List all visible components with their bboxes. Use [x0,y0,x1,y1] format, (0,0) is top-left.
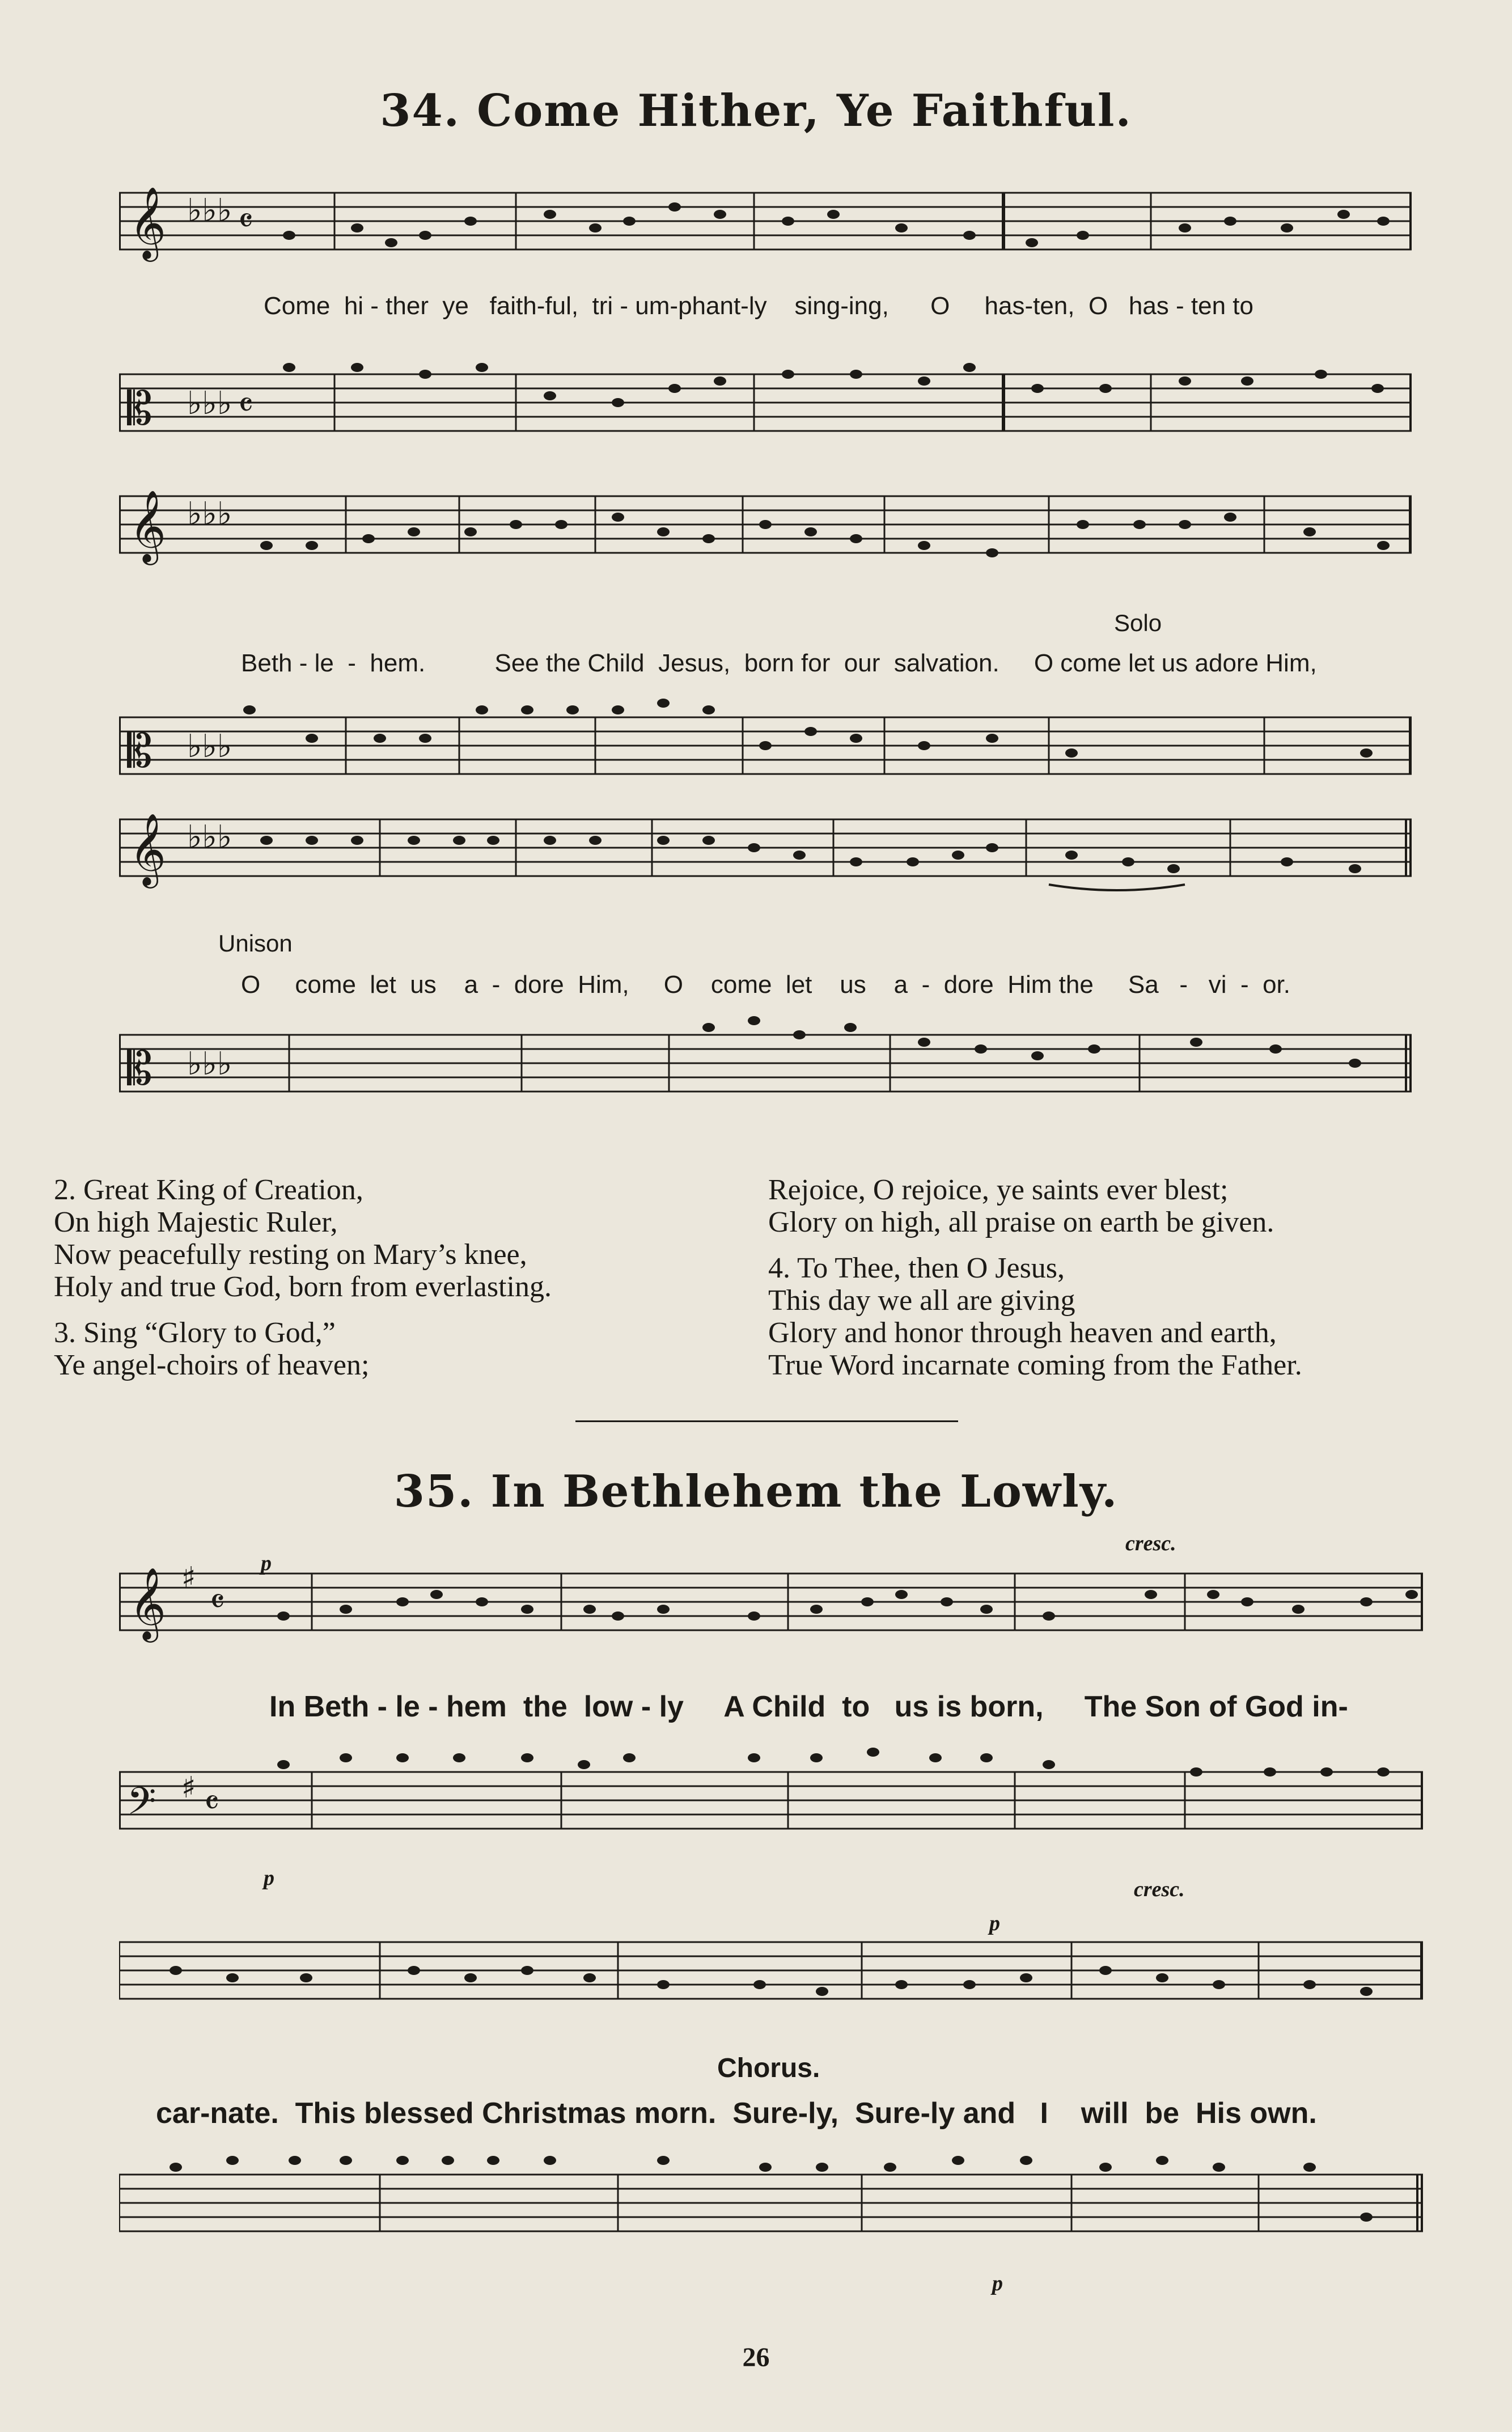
unison-label: Unison [218,930,293,957]
svg-text:𝄞: 𝄞 [129,813,167,885]
lyrics-line: In Beth - le - hem the low - ly A Child to us is born, The Son of God in- [269,1690,1348,1723]
dynamic-marking: p [992,2272,1003,2295]
dynamic-marking: cresc. [1125,1532,1176,1555]
svg-text:𝄞: 𝄞 [129,489,167,562]
verse-4: 4. To Thee, then O Jesus, This day we all are giving Glory and honor through heaven and earth, True Word incarnate coming from the Father. [768,1252,1302,1381]
svg-text:𝄢: 𝄢 [127,1779,156,1832]
svg-text:♭♭♭: ♭♭♭ [187,385,232,422]
svg-text:♭♭♭: ♭♭♭ [187,728,232,765]
svg-text:𝄴: 𝄴 [238,386,253,425]
music-staff-treble [119,181,1412,272]
lyrics-line: Come hi - ther ye faith-ful, tri - um-phant-ly sing-ing, O has-ten, O has - ten to [264,292,1253,320]
svg-text:𝄡: 𝄡 [127,1042,153,1095]
svg-text:𝄞: 𝄞 [129,186,167,259]
music-staff-treble [119,805,1412,907]
svg-text:𝄞: 𝄞 [129,1567,167,1639]
svg-text:♭♭♭: ♭♭♭ [187,819,232,856]
hymn-34-title: 34. Come Hither, Ye Faithful. [380,85,1132,137]
music-staff-bass [119,1015,1412,1117]
lyrics-line: Beth - le - hem. See the Child Jesus, born for our salvation. O come let us adore Him, [241,649,1317,677]
svg-text:𝄡: 𝄡 [127,382,153,435]
dynamic-marking: cresc. [1134,1877,1185,1901]
svg-text:𝄴: 𝄴 [238,201,253,241]
lyrics-line: O come let us a - dore Him, O come let us a - dore Him the Sa - vi - or. [241,971,1290,999]
chorus-label: Chorus. [717,2053,820,2083]
verse-2: 2. Great King of Creation, On high Majestic Ruler, Now peacefully resting on Mary’s knee, Holy and true God, born from everlasting. [54,1174,552,1303]
svg-text:♯: ♯ [181,1561,196,1595]
svg-text:♭♭♭: ♭♭♭ [187,1046,232,1082]
music-staff-bass [119,697,1412,794]
verse-column-left [54,1174,552,1395]
verse-3-continued: Rejoice, O rejoice, ye saints ever blest; Glory on high, all praise on earth be given. [768,1174,1274,1238]
svg-text:♭♭♭: ♭♭♭ [187,192,232,229]
svg-text:𝄴: 𝄴 [210,1582,225,1622]
verse-3: 3. Sing “Glory to God,” Ye angel-choirs of heaven; [54,1317,370,1381]
verse-column-right [768,1174,1302,1395]
page-number: 26 [742,2342,770,2372]
music-staff-treble [119,1559,1423,1656]
dynamic-marking: p [261,1551,272,1575]
music-staff-treble [119,1928,1423,2024]
svg-text:♭♭♭: ♭♭♭ [187,496,232,532]
solo-label: Solo [1114,610,1162,636]
dynamic-marking: p [989,1911,1000,1935]
svg-text:♯: ♯ [181,1771,196,1805]
music-staff-bass [119,1746,1423,1849]
music-staff-bass [119,352,1412,454]
svg-text:𝄴: 𝄴 [204,1783,219,1823]
section-divider [575,1420,958,1422]
dynamic-marking: p [264,1866,274,1890]
svg-text:𝄡: 𝄡 [127,725,153,777]
hymn-35-title: 35. In Bethlehem the Lowly. [393,1466,1119,1517]
lyrics-line: car-nate. This blessed Christmas morn. Sure-ly, Sure-ly and I will be His own. [156,2097,1317,2130]
music-staff-treble [119,482,1412,578]
music-staff-bass [119,2143,1423,2257]
